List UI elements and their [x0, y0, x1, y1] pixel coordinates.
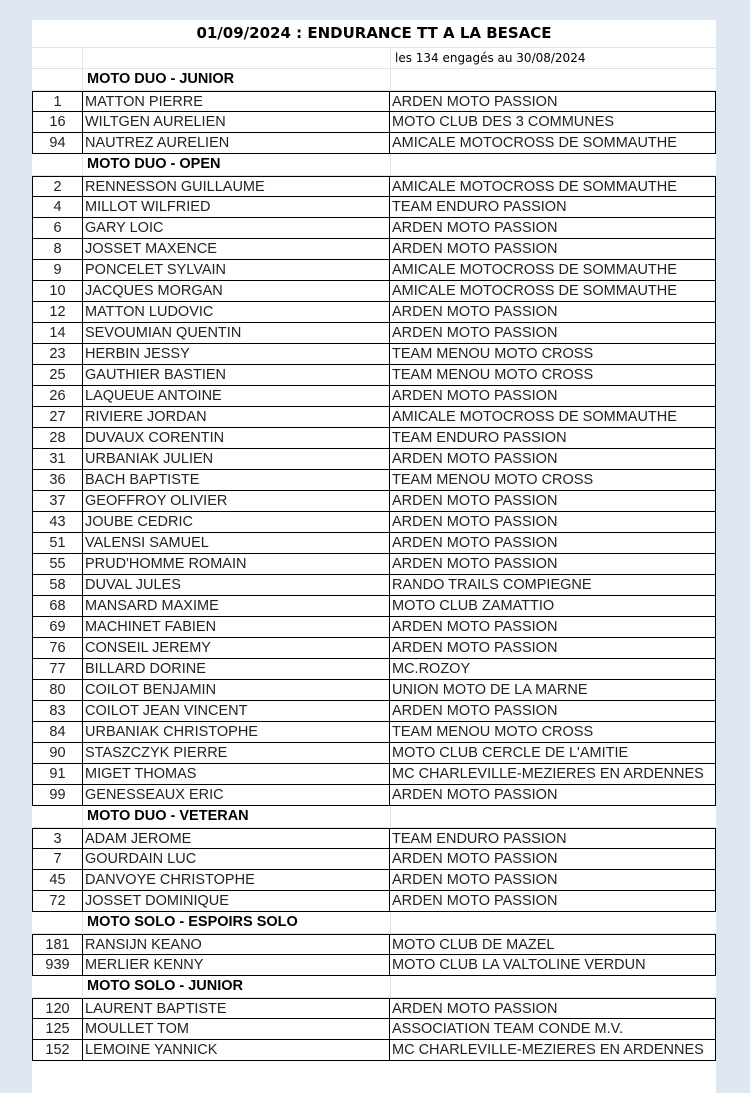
- table-row: [32, 955, 716, 976]
- rider-name: VALENSI SAMUEL: [83, 533, 390, 554]
- rider-number: 2: [32, 176, 83, 197]
- rider-number: 3: [32, 828, 83, 849]
- rider-club: MC.ROZOY: [390, 659, 716, 680]
- rider-number: 7: [32, 849, 83, 870]
- rider-name: MERLIER KENNY: [83, 955, 390, 976]
- rider-club: ARDEN MOTO PASSION: [390, 218, 716, 239]
- category-header: [32, 912, 716, 934]
- rider-club: ARDEN MOTO PASSION: [390, 870, 716, 891]
- rider-number: 91: [32, 764, 83, 785]
- rider-club: ARDEN MOTO PASSION: [390, 302, 716, 323]
- rider-name: RIVIERE JORDAN: [83, 407, 390, 428]
- rider-name: DUVAUX CORENTIN: [83, 428, 390, 449]
- rider-number: 181: [32, 934, 83, 955]
- rider-name: COILOT BENJAMIN: [83, 680, 390, 701]
- rider-name: GARY LOIC: [83, 218, 390, 239]
- category-label: MOTO DUO - JUNIOR: [83, 69, 391, 90]
- rider-name: LAQUEUE ANTOINE: [83, 386, 390, 407]
- rider-club: AMICALE MOTOCROSS DE SOMMAUTHE: [390, 260, 716, 281]
- rider-number: 68: [32, 596, 83, 617]
- table-row: [32, 470, 716, 491]
- rider-name: MANSARD MAXIME: [83, 596, 390, 617]
- table-row: [32, 617, 716, 638]
- rider-number: 16: [32, 112, 83, 133]
- rider-name: MILLOT WILFRIED: [83, 197, 390, 218]
- rider-number: 9: [32, 260, 83, 281]
- table-row: [32, 828, 716, 849]
- rider-name: BILLARD DORINE: [83, 659, 390, 680]
- rider-name: LAURENT BAPTISTE: [83, 998, 390, 1019]
- rider-number: 43: [32, 512, 83, 533]
- category-header: [32, 806, 716, 828]
- rider-number: 6: [32, 218, 83, 239]
- rider-number: 37: [32, 491, 83, 512]
- rider-club: MOTO CLUB LA VALTOLINE VERDUN: [390, 955, 716, 976]
- table-row: [32, 891, 716, 912]
- table-row: [32, 638, 716, 659]
- category-header: [32, 69, 716, 91]
- rider-club: AMICALE MOTOCROSS DE SOMMAUTHE: [390, 407, 716, 428]
- rider-name: NAUTREZ AURELIEN: [83, 133, 390, 154]
- empty-cell: [32, 48, 83, 68]
- rider-club: TEAM MENOU MOTO CROSS: [390, 344, 716, 365]
- table-row: [32, 764, 716, 785]
- page-title: 01/09/2024 : ENDURANCE TT A LA BESACE: [32, 20, 716, 48]
- rider-club: MOTO CLUB ZAMATTIO: [390, 596, 716, 617]
- table-row: [32, 449, 716, 470]
- rider-number: 10: [32, 281, 83, 302]
- rider-club: ARDEN MOTO PASSION: [390, 554, 716, 575]
- rider-number: 4: [32, 197, 83, 218]
- rider-club: AMICALE MOTOCROSS DE SOMMAUTHE: [390, 176, 716, 197]
- entries-table: [32, 69, 716, 1061]
- table-row: [32, 365, 716, 386]
- rider-number: 25: [32, 365, 83, 386]
- table-row: [32, 239, 716, 260]
- rider-name: WILTGEN AURELIEN: [83, 112, 390, 133]
- table-row: [32, 176, 716, 197]
- category-label: MOTO SOLO - JUNIOR: [83, 976, 391, 997]
- rider-name: PONCELET SYLVAIN: [83, 260, 390, 281]
- empty-cell: [32, 154, 83, 175]
- rider-club: MOTO CLUB CERCLE DE L'AMITIE: [390, 743, 716, 764]
- category-header: [32, 976, 716, 998]
- table-row: [32, 680, 716, 701]
- table-row: [32, 260, 716, 281]
- rider-name: ADAM JEROME: [83, 828, 390, 849]
- rider-name: MACHINET FABIEN: [83, 617, 390, 638]
- rider-name: JOSSET DOMINIQUE: [83, 891, 390, 912]
- rider-club: MC CHARLEVILLE-MEZIERES EN ARDENNES: [390, 764, 716, 785]
- table-row: [32, 112, 716, 133]
- rider-name: MATTON PIERRE: [83, 91, 390, 112]
- category-header: [32, 154, 716, 176]
- table-row: [32, 870, 716, 891]
- table-row: [32, 743, 716, 764]
- rider-number: 83: [32, 701, 83, 722]
- rider-number: 12: [32, 302, 83, 323]
- table-row: [32, 998, 716, 1019]
- empty-cell: [32, 69, 83, 90]
- rider-name: BACH BAPTISTE: [83, 470, 390, 491]
- entries-count-note: les 134 engagés au 30/08/2024: [395, 51, 586, 65]
- rider-number: 90: [32, 743, 83, 764]
- table-row: [32, 512, 716, 533]
- rider-name: SEVOUMIAN QUENTIN: [83, 323, 390, 344]
- rider-name: JOSSET MAXENCE: [83, 239, 390, 260]
- rider-name: MIGET THOMAS: [83, 764, 390, 785]
- rider-name: HERBIN JESSY: [83, 344, 390, 365]
- rider-club: ARDEN MOTO PASSION: [390, 701, 716, 722]
- rider-name: STASZCZYK PIERRE: [83, 743, 390, 764]
- rider-name: RENNESSON GUILLAUME: [83, 176, 390, 197]
- rider-number: 23: [32, 344, 83, 365]
- rider-name: CONSEIL JEREMY: [83, 638, 390, 659]
- rider-club: ARDEN MOTO PASSION: [390, 91, 716, 112]
- rider-club: ARDEN MOTO PASSION: [390, 638, 716, 659]
- rider-number: 99: [32, 785, 83, 806]
- rider-club: UNION MOTO DE LA MARNE: [390, 680, 716, 701]
- empty-cell: [391, 912, 716, 933]
- table-row: [32, 197, 716, 218]
- rider-number: 28: [32, 428, 83, 449]
- rider-number: 72: [32, 891, 83, 912]
- rider-number: 1: [32, 91, 83, 112]
- table-row: [32, 323, 716, 344]
- rider-number: 36: [32, 470, 83, 491]
- table-row: [32, 533, 716, 554]
- table-row: [32, 934, 716, 955]
- table-row: [32, 849, 716, 870]
- subtitle-row: [32, 48, 716, 69]
- empty-cell: [391, 69, 716, 90]
- rider-number: 94: [32, 133, 83, 154]
- rider-name: GEOFFROY OLIVIER: [83, 491, 390, 512]
- category-label: MOTO DUO - VETERAN: [83, 806, 391, 827]
- rider-name: DUVAL JULES: [83, 575, 390, 596]
- table-row: [32, 701, 716, 722]
- table-row: [32, 386, 716, 407]
- table-row: [32, 575, 716, 596]
- rider-club: TEAM ENDURO PASSION: [390, 428, 716, 449]
- empty-cell: [32, 976, 83, 997]
- rider-number: 152: [32, 1040, 83, 1061]
- rider-name: GAUTHIER BASTIEN: [83, 365, 390, 386]
- empty-cell: [32, 912, 83, 933]
- rider-club: ARDEN MOTO PASSION: [390, 512, 716, 533]
- table-row: [32, 407, 716, 428]
- rider-club: ARDEN MOTO PASSION: [390, 849, 716, 870]
- rider-number: 31: [32, 449, 83, 470]
- empty-cell: [83, 48, 391, 68]
- rider-club: MC CHARLEVILLE-MEZIERES EN ARDENNES: [390, 1040, 716, 1061]
- rider-number: 51: [32, 533, 83, 554]
- rider-number: 14: [32, 323, 83, 344]
- rider-club: TEAM ENDURO PASSION: [390, 828, 716, 849]
- empty-cell: [32, 806, 83, 827]
- rider-name: JOUBE CEDRIC: [83, 512, 390, 533]
- table-row: [32, 428, 716, 449]
- rider-club: MOTO CLUB DES 3 COMMUNES: [390, 112, 716, 133]
- rider-club: MOTO CLUB DE MAZEL: [390, 934, 716, 955]
- rider-club: ARDEN MOTO PASSION: [390, 891, 716, 912]
- rider-club: TEAM MENOU MOTO CROSS: [390, 365, 716, 386]
- table-row: [32, 218, 716, 239]
- rider-number: 55: [32, 554, 83, 575]
- table-row: [32, 596, 716, 617]
- rider-name: DANVOYE CHRISTOPHE: [83, 870, 390, 891]
- rider-number: 80: [32, 680, 83, 701]
- rider-number: 77: [32, 659, 83, 680]
- rider-number: 120: [32, 998, 83, 1019]
- rider-number: 27: [32, 407, 83, 428]
- rider-club: AMICALE MOTOCROSS DE SOMMAUTHE: [390, 133, 716, 154]
- rider-name: RANSIJN KEANO: [83, 934, 390, 955]
- rider-club: ARDEN MOTO PASSION: [390, 449, 716, 470]
- rider-club: ARDEN MOTO PASSION: [390, 785, 716, 806]
- rider-club: ARDEN MOTO PASSION: [390, 617, 716, 638]
- rider-name: MATTON LUDOVIC: [83, 302, 390, 323]
- rider-club: RANDO TRAILS COMPIEGNE: [390, 575, 716, 596]
- table-row: [32, 722, 716, 743]
- category-label: MOTO SOLO - ESPOIRS SOLO: [83, 912, 391, 933]
- rider-number: 45: [32, 870, 83, 891]
- spreadsheet-sheet: [32, 20, 716, 1093]
- rider-name: URBANIAK JULIEN: [83, 449, 390, 470]
- empty-cell: [391, 976, 716, 997]
- table-row: [32, 1040, 716, 1061]
- rider-club: TEAM ENDURO PASSION: [390, 197, 716, 218]
- rider-club: ARDEN MOTO PASSION: [390, 386, 716, 407]
- rider-club: ARDEN MOTO PASSION: [390, 239, 716, 260]
- table-row: [32, 491, 716, 512]
- rider-name: JACQUES MORGAN: [83, 281, 390, 302]
- rider-number: 76: [32, 638, 83, 659]
- rider-number: 84: [32, 722, 83, 743]
- table-row: [32, 133, 716, 154]
- rider-club: ARDEN MOTO PASSION: [390, 491, 716, 512]
- category-label: MOTO DUO - OPEN: [83, 154, 391, 175]
- rider-number: 125: [32, 1019, 83, 1040]
- rider-name: GOURDAIN LUC: [83, 849, 390, 870]
- rider-name: MOULLET TOM: [83, 1019, 390, 1040]
- rider-number: 939: [32, 955, 83, 976]
- rider-club: AMICALE MOTOCROSS DE SOMMAUTHE: [390, 281, 716, 302]
- empty-cell: [391, 154, 716, 175]
- table-row: [32, 344, 716, 365]
- table-row: [32, 554, 716, 575]
- rider-number: 58: [32, 575, 83, 596]
- table-row: [32, 785, 716, 806]
- rider-name: PRUD'HOMME ROMAIN: [83, 554, 390, 575]
- rider-name: LEMOINE YANNICK: [83, 1040, 390, 1061]
- table-row: [32, 659, 716, 680]
- table-row: [32, 1019, 716, 1040]
- rider-club: TEAM MENOU MOTO CROSS: [390, 722, 716, 743]
- rider-club: ARDEN MOTO PASSION: [390, 323, 716, 344]
- rider-name: GENESSEAUX ERIC: [83, 785, 390, 806]
- table-row: [32, 91, 716, 112]
- rider-name: URBANIAK CHRISTOPHE: [83, 722, 390, 743]
- rider-club: TEAM MENOU MOTO CROSS: [390, 470, 716, 491]
- table-row: [32, 281, 716, 302]
- rider-club: ARDEN MOTO PASSION: [390, 533, 716, 554]
- rider-number: 69: [32, 617, 83, 638]
- rider-number: 26: [32, 386, 83, 407]
- rider-club: ASSOCIATION TEAM CONDE M.V.: [390, 1019, 716, 1040]
- table-row: [32, 302, 716, 323]
- empty-cell: [391, 806, 716, 827]
- rider-number: 8: [32, 239, 83, 260]
- rider-club: ARDEN MOTO PASSION: [390, 998, 716, 1019]
- rider-name: COILOT JEAN VINCENT: [83, 701, 390, 722]
